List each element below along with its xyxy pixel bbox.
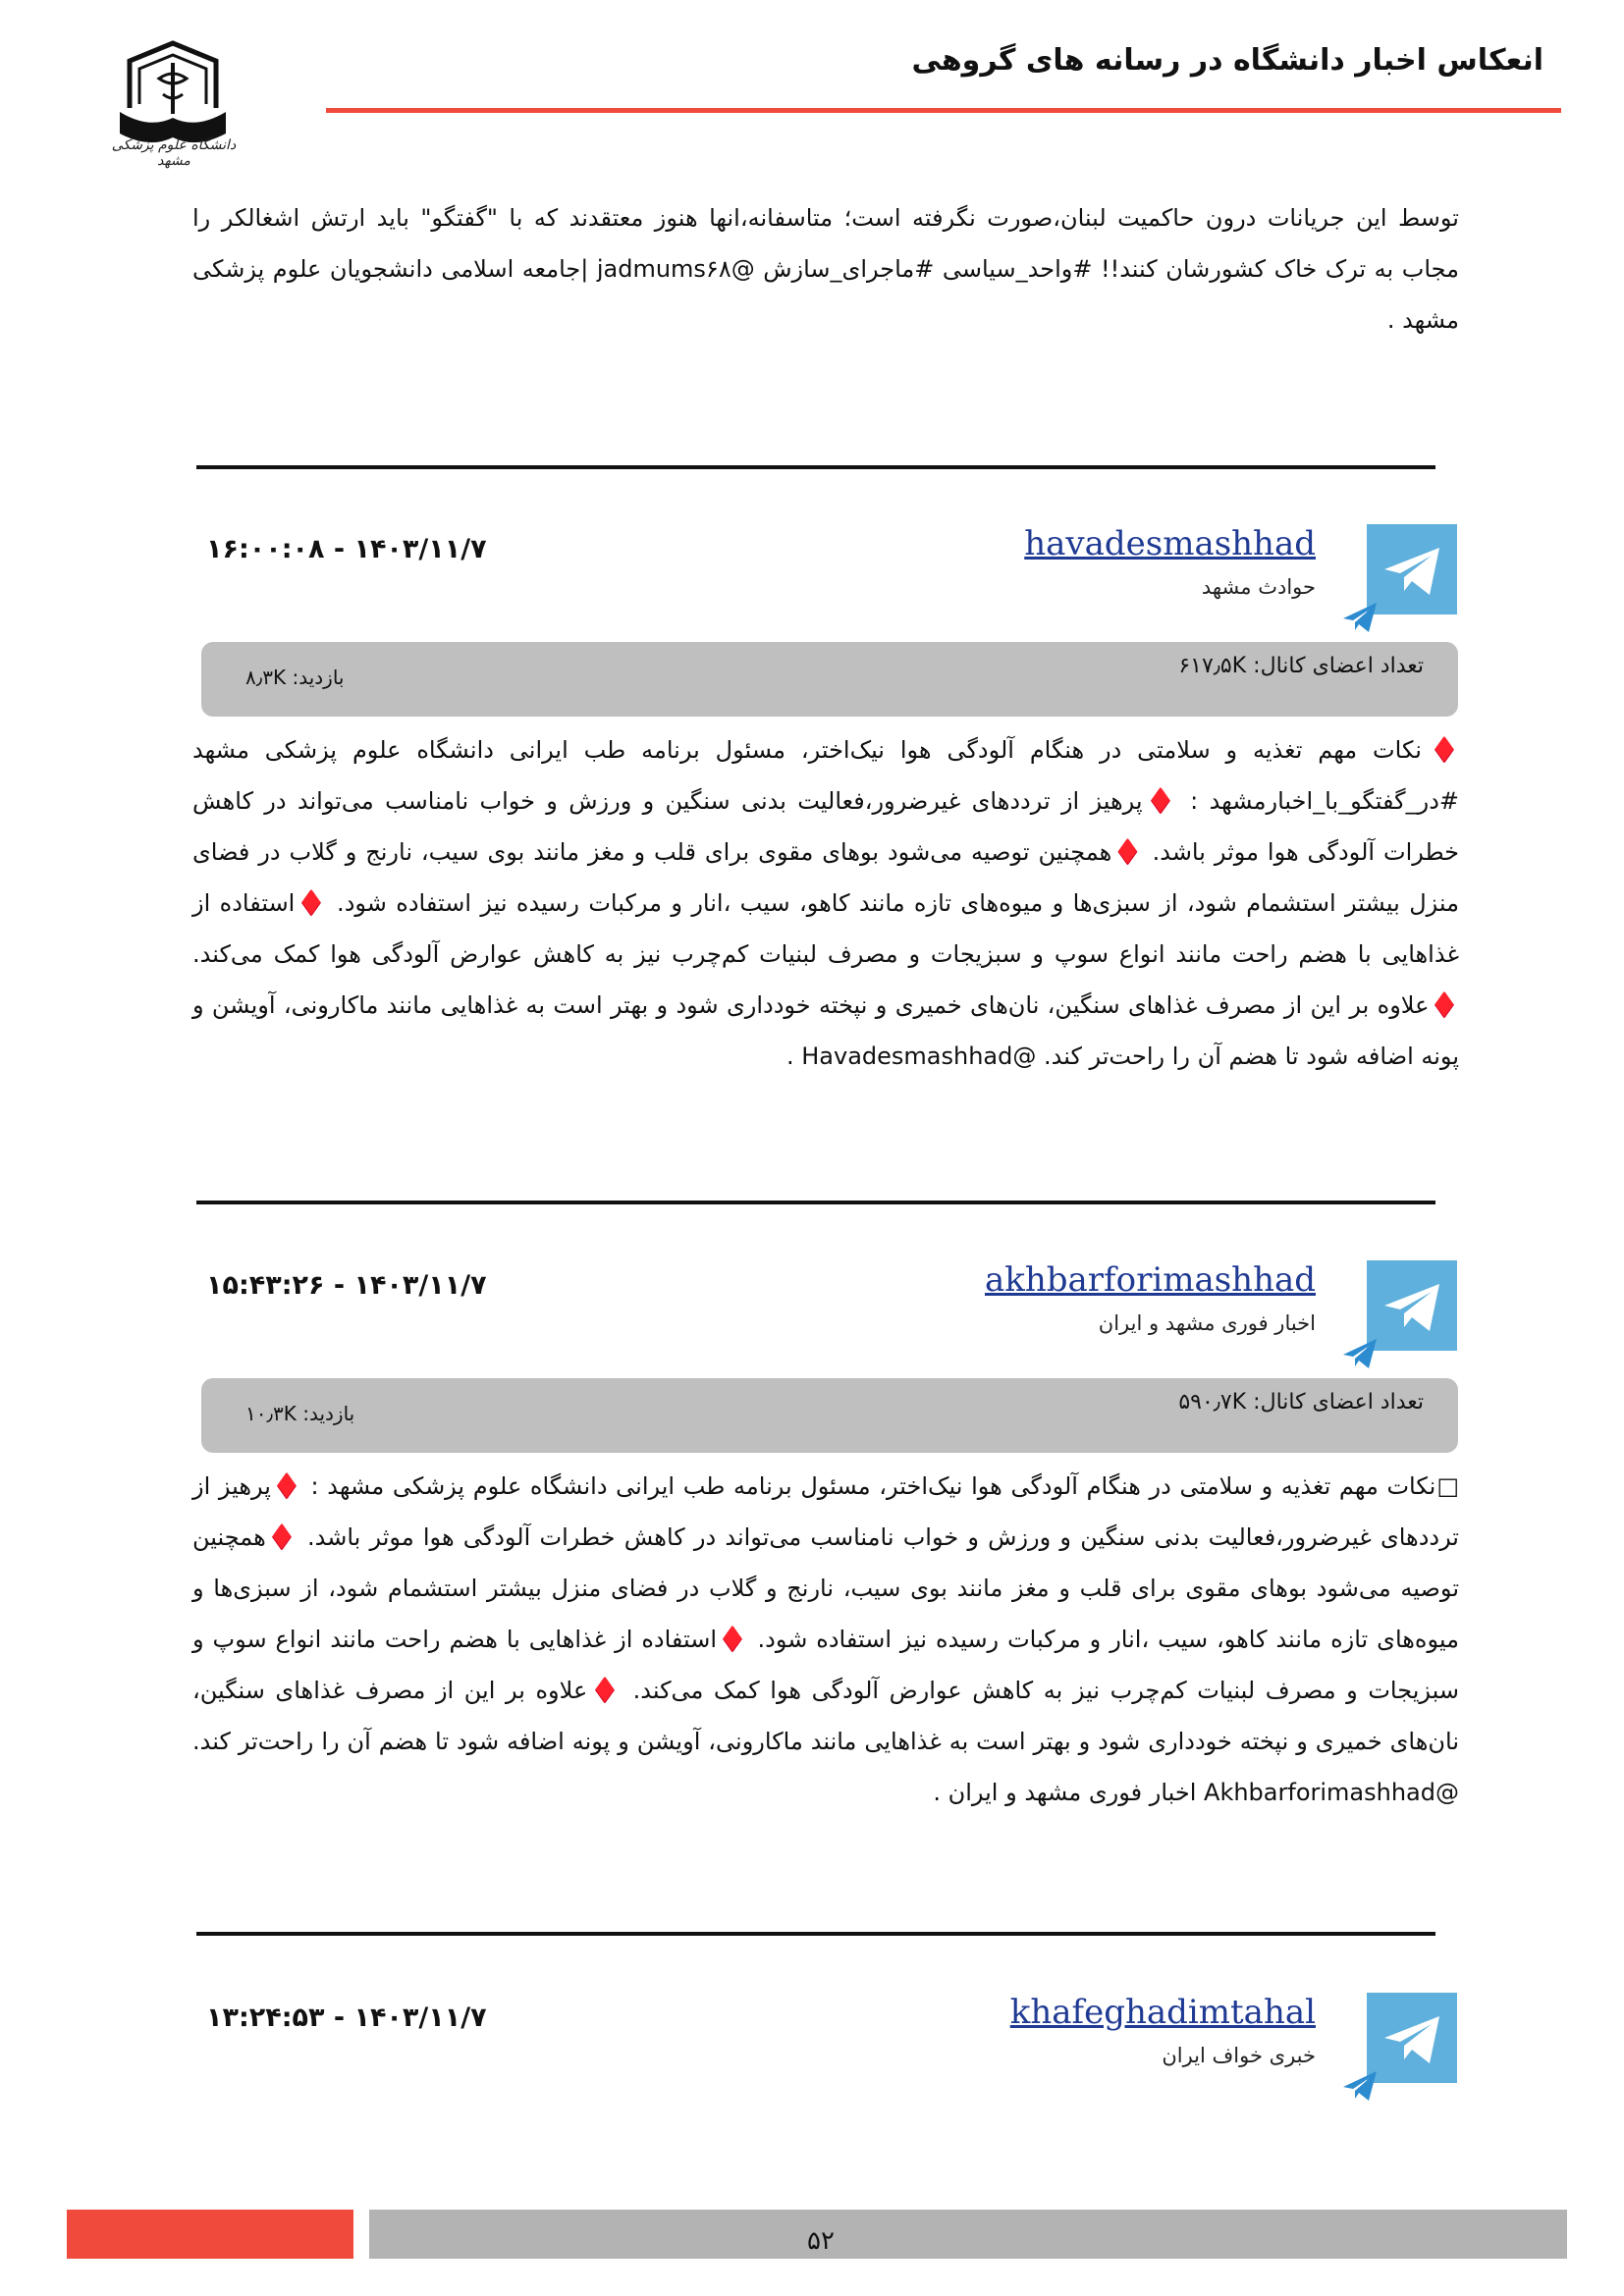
post-1-telegram-icon (1367, 524, 1457, 614)
section-divider (196, 1932, 1435, 1936)
post-1-telegram-small-icon (1341, 601, 1379, 638)
header-divider (326, 108, 1561, 113)
page-header-title: انعکاس اخبار دانشگاه در رسانه های گروهی (911, 43, 1543, 78)
post-3-telegram-icon (1367, 1993, 1457, 2083)
logo-caption: دانشگاه علوم پزشکی مشهد (111, 137, 237, 169)
post-2-body-text: □نکات مهم تغذیه و سلامتی در هنگام آلودگی هوا نیک‌اختر، مسئول برنامه طب ایرانی دانشگاه علوم پزشکی مشهد : ♦️پرهیز از ترددهای غیرضرور،فعالیت بدنی سنگین و ورزش و خواب نامناسب می‌تواند در کاهش خطرات آلودگی هوا موثر باشد. ♦️همچنین توصیه می‌شود بوهای مقوی برای قلب و مغز مانند بوی سیب، نارنج و گلاب در فضای منزل بیشتر استشمام شود، از سبزی‌ها و میوه‌های تازه مانند کاهو، سیب ،انار و مرکبات رسیده نیز استفاده شود. ♦️استفاده از غذاهایی با هضم راحت مانند انواع سوپ و سبزیجات و مصرف لبنیات کم‌چرب نیز به کاهش عوارض آلودگی هوا کمک می‌کند. ♦️علاوه بر این از مصرف غذاهای سنگین، نان‌های خمیری و نپخته خودداری شود و بهتر است به غذاهایی مانند ماکارونی، آویشن و پونه اضافه شود تا هضم آن را راحت‌تر کند. @Akhbarforimashhad اخبار فوری مشهد و ایران . (192, 1472, 1459, 1806)
section-divider (196, 465, 1435, 469)
post-2-body (192, 1461, 1459, 1818)
post-1-views: بازدید: ۸٫۳K (245, 666, 345, 689)
footer-bar (369, 2210, 1567, 2259)
post-2-stats-bar (201, 1378, 1458, 1453)
post-2-channel-link[interactable]: akhbarforimashhad (984, 1260, 1316, 1300)
post-3-channel-link[interactable]: khafeghadimtahal (1009, 1993, 1316, 2032)
post-1-stats-bar (201, 642, 1458, 717)
post-1-body (192, 724, 1459, 1082)
post-2-channel-subtitle: اخبار فوری مشهد و ایران (1098, 1311, 1316, 1335)
page-number: ۵۲ (807, 2226, 835, 2256)
post-1-datetime: ۱۶:۰۰:۰۸ - ۱۴۰۳/۱۱/۷ (206, 534, 487, 564)
post-2-datetime: ۱۵:۴۳:۲۶ - ۱۴۰۳/۱۱/۷ (206, 1270, 487, 1301)
post-1-members: تعداد اعضای کانال: ۶۱۷٫۵K (1178, 654, 1424, 678)
intro-text: توسط این جریانات درون حاکمیت لبنان،صورت نگرفته است؛ متاسفانه،انها هنوز معتقدند که با "گفتگو" باید ارتش اشغالکر را مجاب به ترک خاک کشورشان کنند!! #واحد_سیاسی #ماجرای_سازش @jadmums۶۸ |جامعه اسلامی دانشجویان علوم پزشکی مشهد . (192, 204, 1459, 334)
post-2-telegram-icon (1367, 1260, 1457, 1351)
intro-paragraph (192, 192, 1459, 346)
section-divider (196, 1201, 1435, 1204)
post-3-channel-subtitle: خبری خواف ایران (1162, 2044, 1316, 2067)
post-2-telegram-small-icon (1341, 1337, 1379, 1374)
post-3-telegram-small-icon (1341, 2069, 1379, 2107)
post-1-channel-subtitle: حوادث مشهد (1201, 575, 1316, 599)
post-1-channel-link[interactable]: havadesmashhad (1024, 524, 1316, 563)
post-3-datetime: ۱۳:۲۴:۵۳ - ۱۴۰۳/۱۱/۷ (206, 2002, 487, 2033)
post-2-members: تعداد اعضای کانال: ۵۹۰٫۷K (1178, 1390, 1424, 1415)
post-1-body-text: ♦️نکات مهم تغذیه و سلامتی در هنگام آلودگی هوا نیک‌اختر، مسئول برنامه طب ایرانی دانشگاه علوم پزشکی مشهد #در_گفتگو_با_اخبارمشهد : ♦️پرهیز از ترددهای غیرضرور،فعالیت بدنی سنگین و ورزش و خواب نامناسب می‌تواند در کاهش خطرات آلودگی هوا موثر باشد. ♦️همچنین توصیه می‌شود بوهای مقوی برای قلب و مغز مانند بوی سیب، نارنج و گلاب در فضای منزل بیشتر استشمام شود، از سبزی‌ها و میوه‌های تازه مانند کاهو، سیب ،انار و مرکبات رسیده نیز استفاده شود. ♦️استفاده از غذاهایی با هضم راحت مانند انواع سوپ و سبزیجات و مصرف لبنیات کم‌چرب نیز به کاهش عوارض آلودگی هوا کمک می‌کند. ♦️علاوه بر این از مصرف غذاهای سنگین، نان‌های خمیری و نپخته خودداری شود و بهتر است به غذاهایی مانند ماکارونی، آویشن و پونه اضافه شود تا هضم آن را راحت‌تر کند. @Havadesmashhad . (192, 736, 1459, 1070)
footer-accent-bar (67, 2210, 353, 2259)
post-2-views: بازدید: ۱۰٫۳K (245, 1402, 355, 1425)
